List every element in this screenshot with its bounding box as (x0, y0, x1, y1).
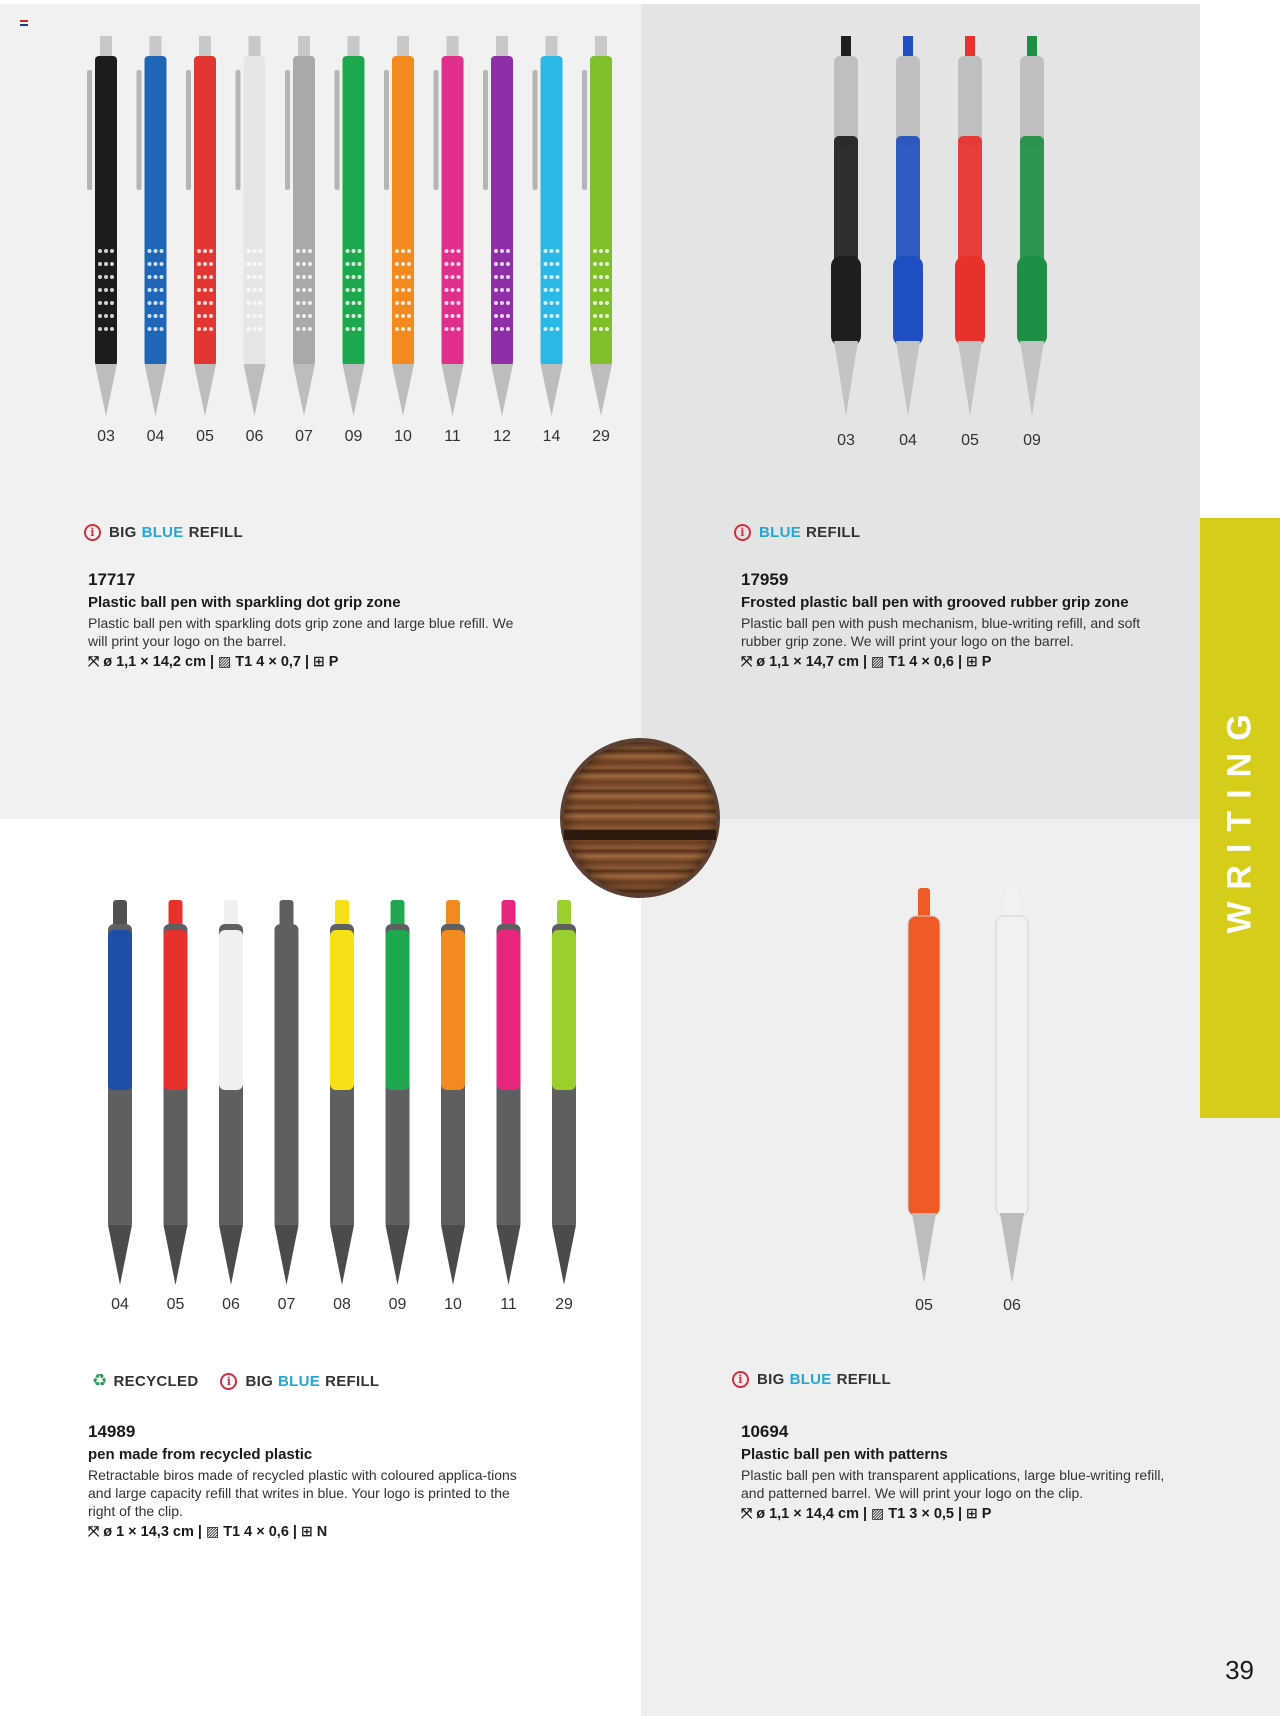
color-code-09: 09 (1023, 432, 1041, 449)
product-specs: ⤧ ø 1,1 × 14,7 cm | ▨ T1 4 × 0,6 | ⊞ P (741, 653, 992, 670)
color-code-05: 05 (166, 1296, 185, 1313)
dimensions-icon: ⤧ (741, 653, 753, 669)
packaging-icon: ⊞ (966, 653, 978, 669)
color-code-14: 14 (542, 428, 561, 445)
color-code-07: 07 (277, 1296, 296, 1313)
print-area-icon: ▨ (871, 653, 885, 669)
pen-group-17717 (70, 36, 630, 426)
pen-08 (330, 900, 354, 1285)
pen-06 (219, 900, 243, 1285)
pen-07 (275, 900, 299, 1285)
tag-blue: BLUE (789, 1371, 832, 1388)
color-code-10: 10 (394, 428, 412, 445)
color-code-05: 05 (961, 432, 979, 449)
pen-10 (441, 900, 465, 1285)
spec-print: T1 4 × 0,6 (888, 653, 954, 670)
pen-09 (386, 900, 410, 1285)
tag-recycled: RECYCLED (113, 1372, 199, 1390)
color-code-03: 03 (837, 432, 855, 449)
dimensions-icon: ⤧ (741, 1505, 753, 1521)
spec-pack: P (328, 653, 339, 670)
color-code-29: 29 (555, 1296, 573, 1313)
product-specs: ⤧ ø 1,1 × 14,4 cm | ▨ T1 3 × 0,5 | ⊞ P (741, 1505, 992, 1522)
product-description: Retractable biros made of recycled plastic with coloured applica-tions and large capacity refill that writes in blue. Your logo is printed to the right of the clip. (88, 1467, 517, 1519)
color-code-06: 06 (222, 1296, 240, 1313)
spec-size: ø 1 × 14,3 cm (103, 1523, 194, 1540)
product-code: 17959 (741, 570, 789, 589)
color-code-08: 08 (333, 1296, 351, 1313)
tag-refill: REFILL (188, 524, 243, 541)
spec-print: T1 4 × 0,6 (223, 1523, 289, 1540)
color-code-11: 11 (500, 1296, 517, 1313)
product-name: Plastic ball pen with patterns (741, 1446, 948, 1463)
product-name: Frosted plastic ball pen with grooved rubber grip zone (741, 594, 1129, 611)
pen-04 (108, 900, 132, 1285)
recycle-icon: ♻ (92, 1371, 108, 1390)
pen-09 (335, 36, 365, 416)
product-name: Plastic ball pen with sparkling dot grip zone (88, 594, 401, 611)
color-code-11: 11 (444, 428, 461, 445)
color-code-09: 09 (388, 1296, 407, 1313)
color-code-03: 03 (97, 428, 115, 445)
pen-06 (996, 888, 1028, 1283)
pen-05 (186, 36, 216, 416)
color-code-06: 06 (1003, 1297, 1021, 1314)
tag-blue: BLUE (759, 524, 802, 541)
product-description: Plastic ball pen with push mechanism, blue-writing refill, and soft rubber grip zone. We will print your logo on the barrel. (741, 615, 1141, 649)
info-icon: i (220, 1373, 237, 1390)
print-area-icon: ▨ (205, 1523, 220, 1539)
tags-14989 (92, 1371, 379, 1391)
spec-pack: P (981, 653, 992, 670)
pen-29 (582, 36, 612, 416)
page-number: 39 (1225, 1655, 1254, 1685)
print-area-icon: ▨ (218, 653, 232, 669)
refill-tag-17717 (84, 524, 243, 541)
pen-group-10694 (890, 888, 1050, 1288)
pen-06 (236, 36, 266, 416)
color-code-05: 05 (915, 1297, 933, 1314)
pen-11 (497, 900, 521, 1285)
spec-print: T1 3 × 0,5 (888, 1505, 954, 1522)
pen-03 (87, 36, 117, 416)
color-code-05: 05 (196, 428, 214, 445)
info-icon: i (732, 1371, 749, 1388)
product-specs: ⤧ ø 1,1 × 14,2 cm | ▨ T1 4 × 0,7 | ⊞ P (88, 653, 339, 670)
info-icon: i (734, 524, 751, 541)
product-code: 10694 (741, 1422, 789, 1441)
color-code-09: 09 (344, 428, 363, 445)
product-specs: ⤧ ø 1 × 14,3 cm | ▨ T1 4 × 0,6 | ⊞ N (88, 1523, 328, 1540)
color-code-04: 04 (146, 428, 165, 445)
color-code-10: 10 (444, 1296, 462, 1313)
pen-29 (552, 900, 576, 1285)
pen-05 (164, 900, 188, 1285)
product-code: 14989 (88, 1422, 136, 1441)
spec-size: ø 1,1 × 14,7 cm (756, 653, 859, 670)
pen-03 (831, 36, 861, 416)
packaging-icon: ⊞ (313, 653, 325, 669)
product-code: 17717 (88, 570, 136, 589)
spec-size: ø 1,1 × 14,4 cm (756, 1505, 859, 1522)
product-17717 (88, 570, 528, 670)
refill-tag-17959 (734, 524, 860, 541)
pen-group-17959 (810, 36, 1090, 426)
color-code-04: 04 (111, 1296, 129, 1313)
packaging-icon: ⊞ (966, 1505, 978, 1521)
color-code-29: 29 (592, 428, 610, 445)
pen-14 (533, 36, 563, 416)
spec-pack: P (981, 1505, 992, 1522)
color-code-12: 12 (493, 428, 511, 445)
pen-07 (285, 36, 315, 416)
product-description: Plastic ball pen with sparkling dots grip zone and large blue refill. We will print your logo on the barrel. (88, 615, 514, 649)
pen-09 (1017, 36, 1047, 416)
wood-sample-image (560, 738, 720, 898)
spec-print: T1 4 × 0,7 (235, 653, 301, 670)
tag-blue: BLUE (141, 524, 184, 541)
tag-refill: REFILL (325, 1372, 380, 1390)
spec-size: ø 1,1 × 14,2 cm (103, 653, 206, 670)
flag-icon (20, 20, 28, 26)
spec-pack: N (316, 1523, 328, 1540)
pen-10 (384, 36, 414, 416)
pen-05 (955, 36, 985, 416)
section-tab-label: WRITING (1220, 702, 1259, 934)
product-10694 (741, 1422, 1181, 1522)
product-17959 (741, 570, 1161, 670)
pen-11 (434, 36, 464, 416)
packaging-icon: ⊞ (300, 1523, 313, 1539)
print-area-icon: ▨ (871, 1505, 885, 1521)
pen-12 (483, 36, 513, 416)
tag-refill: REFILL (806, 524, 861, 541)
section-tab-writing (1200, 518, 1280, 1118)
pen-04 (137, 36, 167, 416)
product-description: Plastic ball pen with transparent applications, large blue-writing refill, and patterned barrel. We will print your logo on the clip. (741, 1467, 1165, 1501)
tag-refill: REFILL (836, 1371, 891, 1388)
pen-05 (908, 888, 940, 1283)
refill-tag-10694 (732, 1371, 891, 1388)
tag-blue: BLUE (278, 1372, 321, 1390)
info-icon: i (84, 524, 101, 541)
tag-big: BIG (245, 1372, 274, 1390)
tag-big: BIG (109, 524, 137, 541)
product-14989 (88, 1422, 528, 1540)
color-code-06: 06 (245, 428, 264, 445)
dimensions-icon: ⤧ (88, 1523, 100, 1539)
color-code-04: 04 (899, 432, 917, 449)
pen-04 (893, 36, 923, 416)
dimensions-icon: ⤧ (88, 653, 100, 669)
pen-group-14989 (90, 900, 590, 1290)
product-name: pen made from recycled plastic (88, 1446, 313, 1463)
tag-big: BIG (757, 1371, 785, 1388)
color-code-07: 07 (295, 428, 313, 445)
